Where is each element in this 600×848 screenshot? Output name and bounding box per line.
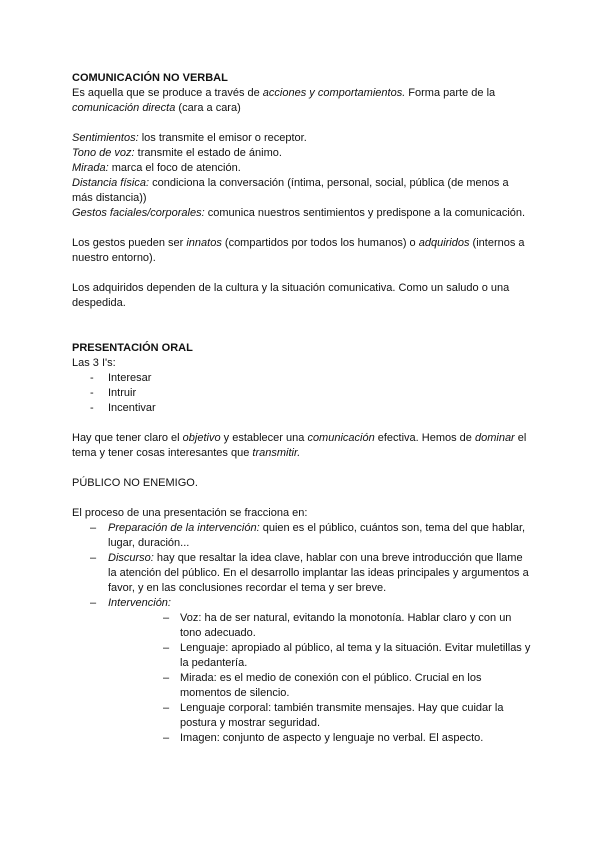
claim-text: y establecer una bbox=[220, 432, 308, 444]
intervention-sublist bbox=[108, 611, 532, 746]
claim-emphasis: transmitir. bbox=[252, 447, 301, 459]
sub-item: – Mirada: es el medio de conexión con el público. Crucial en los momentos de silencio. bbox=[144, 671, 532, 701]
item-text: comunica nuestros sentimientos y predispone a la comunicación. bbox=[204, 207, 526, 219]
nonverbal-item bbox=[72, 131, 532, 146]
sub-item: – Voz: ha de ser natural, evitando la monotonía. Hablar claro y con un tono adecuado. bbox=[144, 611, 532, 641]
nonverbal-item bbox=[72, 176, 532, 206]
item-text: condiciona la conversación (íntima, personal, social, pública (de menos a más distancia)) bbox=[72, 177, 509, 204]
item-term: Sentimientos: bbox=[72, 132, 139, 144]
intro-text: (cara a cara) bbox=[175, 102, 241, 114]
item-term: Distancia física: bbox=[72, 177, 150, 189]
three-is-label: Las 3 I's: bbox=[72, 357, 116, 369]
item-term: Tono de voz: bbox=[72, 147, 135, 159]
item-term: Gestos faciales/corporales: bbox=[72, 207, 205, 219]
list-item: - Interesar bbox=[72, 371, 532, 386]
three-is-list bbox=[72, 371, 532, 416]
claim-emphasis: dominar bbox=[474, 432, 515, 444]
acquired-paragraph: Los adquiridos dependen de la cultura y la situación comunicativa. Como un saludo o una despedida. bbox=[72, 282, 510, 309]
nonverbal-item bbox=[72, 146, 532, 161]
gestures-paragraph bbox=[72, 236, 532, 266]
item-text: marca el foco de atención. bbox=[108, 162, 241, 174]
claim-emphasis: objetivo bbox=[182, 432, 221, 444]
nonverbal-item bbox=[72, 161, 532, 176]
item-text: transmite el estado de ánimo. bbox=[134, 147, 282, 159]
step-term: Intervención: bbox=[108, 597, 171, 609]
claim-emphasis: comunicación bbox=[307, 432, 375, 444]
section-title-nonverbal: COMUNICACIÓN NO VERBAL bbox=[72, 72, 228, 84]
intro-emphasis: acciones y comportamientos. bbox=[262, 87, 406, 99]
process-intro: El proceso de una presentación se fracciona en: bbox=[72, 507, 308, 519]
step-term: Discurso: bbox=[108, 552, 154, 564]
claim-text: efectiva. Hemos de bbox=[374, 432, 475, 444]
intro-text: Es aquella que se produce a través de bbox=[72, 87, 263, 99]
process-step bbox=[72, 521, 532, 551]
nonverbal-intro bbox=[72, 86, 532, 116]
sub-item: – Imagen: conjunto de aspecto y lenguaje no verbal. El aspecto. bbox=[144, 731, 532, 746]
gestures-text: Los gestos pueden ser bbox=[72, 237, 187, 249]
process-step bbox=[72, 596, 532, 746]
gestures-text: (compartidos por todos los humanos) o bbox=[221, 237, 419, 249]
section-title-oral: PRESENTACIÓN ORAL bbox=[72, 342, 193, 354]
objective-paragraph bbox=[72, 431, 532, 461]
intro-text: Forma parte de la bbox=[405, 87, 496, 99]
gestures-emphasis: adquiridos bbox=[418, 237, 470, 249]
step-term: Preparación de la intervención: bbox=[108, 522, 260, 534]
intro-emphasis: comunicación directa bbox=[72, 102, 176, 114]
process-steps-list bbox=[72, 521, 532, 746]
step-text: quien es el público, cuántos son, tema del que hablar, lugar, duración... bbox=[108, 522, 526, 549]
document-content bbox=[72, 71, 532, 746]
gestures-text: (internos a nuestro entorno). bbox=[72, 237, 525, 264]
sub-item: – Lenguaje: apropiado al público, al tema y la situación. Evitar muletillas y la pedantería. bbox=[144, 641, 532, 671]
gestures-emphasis: innatos bbox=[186, 237, 222, 249]
process-step bbox=[72, 551, 532, 596]
item-text: los transmite el emisor o receptor. bbox=[138, 132, 307, 144]
claim-text: el tema y tener cosas interesantes que bbox=[72, 432, 527, 459]
claim-text: Hay que tener claro el bbox=[72, 432, 183, 444]
nonverbal-item bbox=[72, 206, 532, 221]
public-statement: PÚBLICO NO ENEMIGO. bbox=[72, 477, 198, 489]
sub-item: – Lenguaje corporal: también transmite mensajes. Hay que cuidar la postura y mostrar seguridad. bbox=[144, 701, 532, 731]
list-item: - Intruir bbox=[72, 386, 532, 401]
step-text: hay que resaltar la idea clave, hablar con una breve introducción que llame la atención del público. En el desarrollo implantar las ideas principales y argumentos a favor, y en las conclusiones recordar el tema y ser breve. bbox=[108, 552, 529, 594]
item-term: Mirada: bbox=[72, 162, 109, 174]
list-item: - Incentivar bbox=[72, 401, 532, 416]
